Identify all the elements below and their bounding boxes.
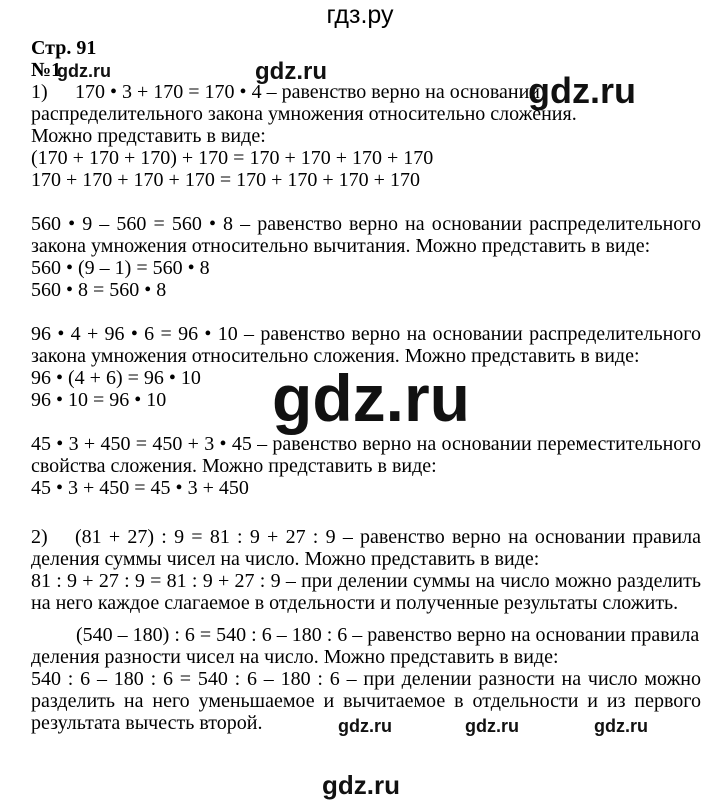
part2-eq2-line2: деления разности чисел на число. Можно представить в виде: <box>31 646 559 668</box>
part1-eq1-line4: (170 + 170 + 170) + 170 = 170 + 170 + 170 + 170 <box>31 147 434 169</box>
watermark-big: gdz.ru <box>272 361 470 435</box>
task-number: №1 <box>31 59 62 81</box>
part1-eq3-line2: закона умножения относительно сложения. Можно представить в виде: <box>31 345 640 367</box>
watermark-small-1: gdz.ru <box>57 61 111 81</box>
watermark-small-4: gdz.ru <box>465 716 519 736</box>
watermark-small-3: gdz.ru <box>338 716 392 736</box>
part2-eq2-line1: (540 – 180) : 6 = 540 : 6 – 180 : 6 – равенство верно на основании правила <box>76 624 700 646</box>
part1-label: 1) <box>31 81 48 103</box>
part1-eq3-line3: 96 • (4 + 6) = 96 • 10 <box>31 367 201 389</box>
part2-eq1-line2: деления суммы чисел на число. Можно представить в виде: <box>31 548 540 570</box>
page-title: Стр. 91 <box>31 37 97 59</box>
part1-eq2-line4: 560 • 8 = 560 • 8 <box>31 279 167 301</box>
part2-eq2-line3: 540 : 6 – 180 : 6 = 540 : 6 – 180 : 6 – при делении разности на число можно <box>31 668 701 690</box>
watermark-mid: gdz.ru <box>528 70 636 111</box>
part1-eq4-line2: свойства сложения. Можно представить в виде: <box>31 455 437 477</box>
part2-label: 2) <box>31 526 48 548</box>
watermark-small-5: gdz.ru <box>594 716 648 736</box>
part2-eq2-line5: результата вычесть второй. <box>31 712 263 734</box>
part1-eq2-line1: 560 • 9 – 560 = 560 • 8 – равенство верно на основании распределительного <box>31 213 701 235</box>
part2-eq1-line4: на него каждое слагаемое в отдельности и полученные результаты сложить. <box>31 592 679 614</box>
part2-eq1-line3: 81 : 9 + 27 : 9 = 81 : 9 + 27 : 9 – при делении суммы на число можно разделить <box>31 570 701 592</box>
part1-eq3-line1: 96 • 4 + 96 • 6 = 96 • 10 – равенство верно на основании распределительного <box>31 323 701 345</box>
part1-eq1-statement: 170 • 3 + 170 = 170 • 4 – равенство верно на основании <box>75 81 540 103</box>
part1-eq2-line3: 560 • (9 – 1) = 560 • 8 <box>31 257 210 279</box>
part1-eq2-line2: закона умножения относительно вычитания. Можно представить в виде: <box>31 235 651 257</box>
site-header: гдз.ру <box>326 1 394 29</box>
part1-eq1-line3: Можно представить в виде: <box>31 125 266 147</box>
part2-eq1-line1 <box>31 526 701 548</box>
watermark-footer: gdz.ru <box>322 770 400 800</box>
part1-eq4-line1: 45 • 3 + 450 = 450 + 3 • 45 – равенство верно на основании переместительного <box>31 433 701 455</box>
part1-eq3-line4: 96 • 10 = 96 • 10 <box>31 389 167 411</box>
part1-eq4-line3: 45 • 3 + 450 = 45 • 3 + 450 <box>31 477 249 499</box>
part1-eq1-line5: 170 + 170 + 170 + 170 = 170 + 170 + 170 + 170 <box>31 169 420 191</box>
watermark-small-2: gdz.ru <box>255 58 327 85</box>
part1-eq1-line2: распределительного закона умножения относительно сложения. <box>31 103 577 125</box>
part2-eq2-line4: разделить на него уменьшаемое и вычитаемое в отдельности и из первого <box>31 690 701 712</box>
part2-eq1-statement: (81 + 27) : 9 = 81 : 9 + 27 : 9 – равенство верно на основании правила <box>75 526 701 548</box>
